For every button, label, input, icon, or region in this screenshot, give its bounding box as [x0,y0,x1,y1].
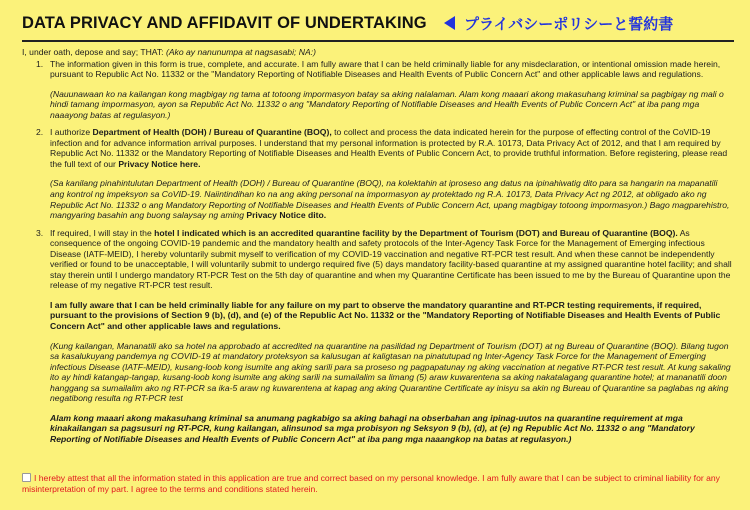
header [22,10,734,42]
page-title: DATA PRIVACY AND AFFIDAVIT OF UNDERTAKING [22,14,427,32]
item-2-tagalog-text: (Sa kanilang pinahintulutan Department of Health (DOH) / Bureau of Quarantine (BOQ), na kolektahin at iproseso ang datus na ipinahiwatig dito para sa hangarin na mapanatili ang kontrol ng impeksyon sa CoVID-19. Naiintindihan ko na ang aking personal na impormasyon ay protektado ng R.A. 10173, Data Privacy Act ng 2012, at obligado ako ng Republic Act No. 11332 o ang Mandatory Reporting of Notifiable Diseases and Health Events of Public Concern Act, upang magbigay totoong impormasyon.) Bago magparehistro, mangyaring basahin ang buong salaysay ng aming [50,178,730,221]
back-link-label: プライバシーポリシーと誓約書 [464,14,674,33]
item-3-bold-part: hotel I indicated which is an accredited quarantine facility by the Department of Tourism (DOT) and Bureau of Quarantine (BOQ). [154,227,678,238]
back-to-japanese-link[interactable] [444,11,673,35]
item-2-tagalog [50,178,734,220]
attestation-checkbox[interactable] [22,473,31,482]
affidavit-item-1 [22,59,734,121]
item-2-text-part: to collect and process the data indicated herein for the purpose of effecting control of the CoVID-19 infection and for advance information arrival purposes. I understand that my personal information is protected by R.A. 10173, Data Privacy Act of 2012, and that I am required by Republic Act No. 11332 or the Mandatory Reporting of Notifiable Diseases and Health Events of Public Concern Act, to provide truthful information. Before registering, please read the full text of our [50,127,728,169]
item-2-bold-part: Department of Health (DOH) / Bureau of Quarantine (BOQ), [92,127,332,138]
affidavit-item-3 [22,228,734,445]
item-3-text [50,228,734,291]
back-triangle-icon [444,16,455,30]
item-2-text [50,127,734,169]
intro-text: I, under oath, depose and say; THAT: [22,47,166,57]
item-3-tagalog-liability: Alam kong maaari akong makasuhang kriminal sa anumang pagkabigo sa aking bahagi na obserbahan ang ipinag-uutos na quarantine requirement at mga kinakailangan sa pagsusuri ng RT-PCR, kung kailangan, alinsunod sa mga probisyon ng Seksyon 9 (b), (d), at (e) ng Republic Act No. 11332 o ang "Mandatory Reporting of Notifiable Diseases and Health Events of Public Concern Act" at iba pang mga naaangkop na batas at regulasyon.) [50,412,695,444]
privacy-notice-tagalog-link[interactable]: Privacy Notice dito. [246,210,327,221]
privacy-notice-link[interactable]: Privacy Notice here. [118,158,201,169]
affidavit-item-2 [22,127,734,220]
attestation-text: I hereby attest that all the information stated in this application are true and correct based on my personal knowledge. I am fully aware that I can be subject to criminal liability for any misinterpretation of my part. I agree to the terms and conditions stated herein. [22,473,720,494]
item-3-text-part: If required, I will stay in the [50,227,155,238]
item-3-text-part: As consequence of the ongoing COVID-19 pandemic and the mandatory health and safety protocols of the Inter-Agency Task Force for the Management of Emerging infectious Disease (IATF-MEID), I hereby voluntarily submit myself to verification of my COVID-19 vaccination and negative RT-PCR test result. And when these cannot be independently verified or found to be unacceptable, I will voluntarily submit to undergo required five (5) days mandatory facility-based quarantine at my assigned quarantine hotel facility; and shall stay therein until I undergo mandatory RT-PCR Test on the 5th day of quarantine and when my Quarantine Certificate has been issued to me by the Bureau of Quarantine upon the release of my negative RT-PCR test result. [50,227,732,291]
affidavit-content [22,47,734,452]
attestation [22,473,734,495]
item-1-tagalog: (Nauunawaan ko na kailangan kong magbigay ng tama at totoong impormasyon batay sa aking nalalaman. Alam kong maaari akong makasuhang kriminal sa pagbigay ng mali o hindi tamang impormasyon, ayon sa Republic Act No. 11332 o ang "Mandatory Reporting of Notifiable Diseases and Health Events of Public Concern Act" at iba pang mga naaayong batas at regulasyon.) [50,88,724,120]
item-3-liability-statement: I am fully aware that I can be held criminally liable for any failure on my part to observe the mandatory quarantine and RT-PCR testing requirements, if required, pursuant to the provisions of Section 9 (b), (d), and (e) of the Republic Act No. 11332 or the "Mandatory Reporting of Notifiable Diseases and Health Events of Public Concern Act" and other applicable laws and regulations. [50,299,721,332]
item-1-text: The information given in this form is true, complete, and accurate. I am fully aware that I can be held criminally liable for any misdeclaration, or intentional omission made herein, pursuant to Republic Act No. 11332 or the "Mandatory Reporting of Notifiable Diseases and Health Events of Public Concern Act" and other applicable laws and regulations. [50,58,721,80]
item-number: 2. [36,127,44,138]
item-3-tagalog: (Kung kailangan, Mananatili ako sa hotel na approbado at accredited na quarantine na pasilidad ng Department of Tourism (DOT) at ng Bureau of Quarantine (BOQ). Bilang tugon sa kasalukuyang pandemya ng COVID-19 at mandatory proteksyon sa kalusugan at kaligtasan na pinatutupad ng Inter-Agency Task Force for the Management of Emerging infectious Disease (IATF-MEID), kusang-loob kong isumite ang aking sarili para sa proseso ng pagpapatunay ng aking vaccination at negative RT-PCR test result. At kung sakaling ito ay hindi katangap-tangap, kusang-loob kong isumite ang aking sarili na sumailalim sa limang (5) araw kuwarentena sa aking nakatalagang quarantine hotel; at mananatili doon hanggang sa sumailalim ako ng RT-PCR sa ika-5 araw ng kuwarentena at kapag ang aking Quarantine Certificate ay inisyu sa akin ng Bureau of Quarantine sa paglabas ng aking negatibong resulta ng RT-PCR test [50,340,731,404]
intro-line [22,47,734,58]
intro-tagalog: (Ako ay nanunumpa at nagsasabi; NA:) [165,47,316,57]
item-2-text-part: I authorize [50,127,93,138]
item-number: 3. [36,227,44,238]
item-number: 1. [36,58,44,69]
